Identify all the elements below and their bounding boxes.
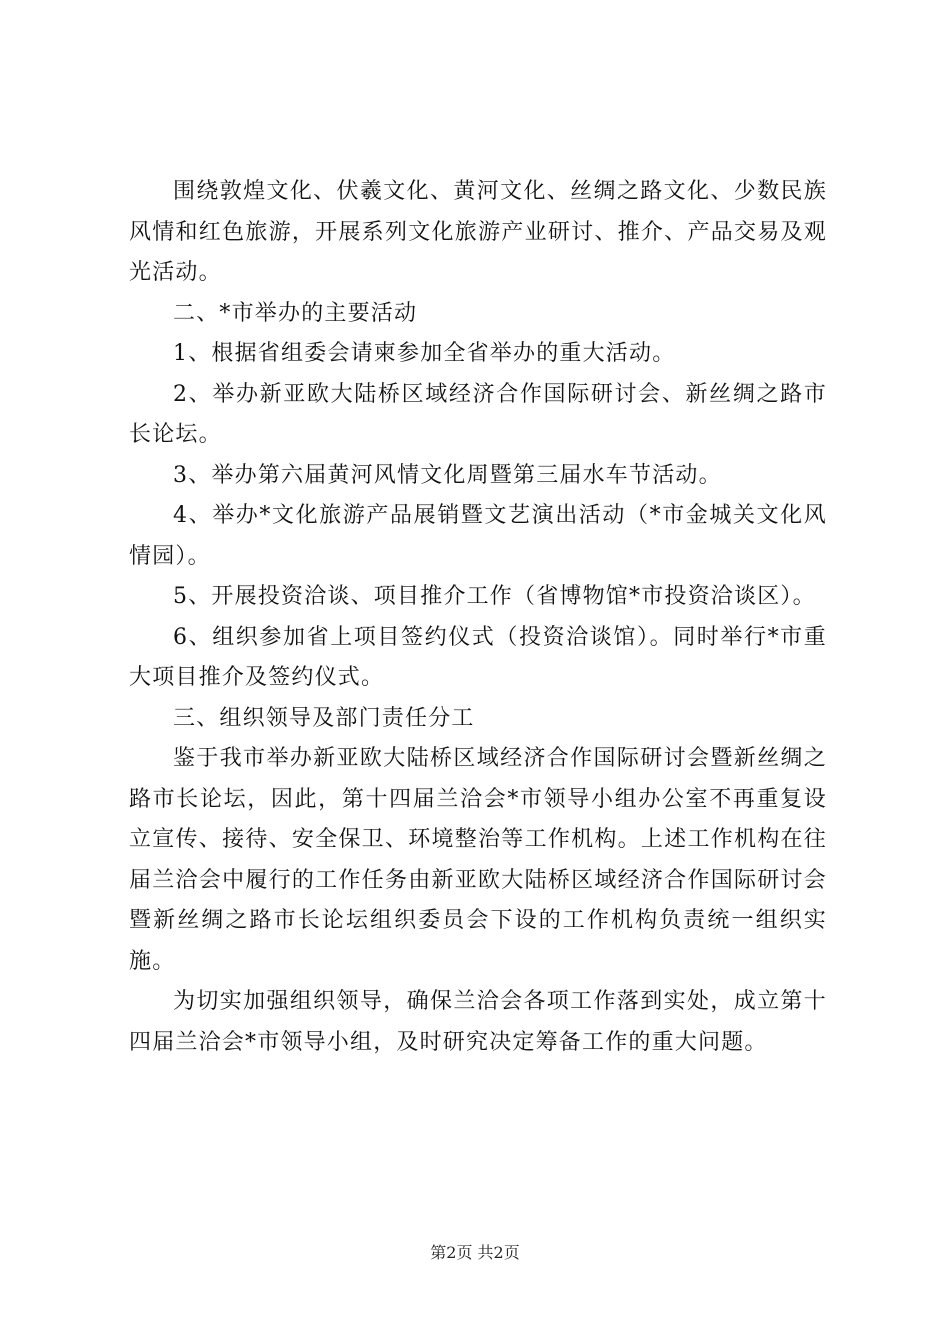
list-item-activity-2: 2、举办新亚欧大陆桥区域经济合作国际研讨会、新丝绸之路市长论坛。 (129, 381, 827, 447)
paragraph-intro: 围绕敦煌文化、伏羲文化、黄河文化、丝绸之路文化、少数民族风情和红色旅游，开展系列文化旅游产业研讨、推介、产品交易及观光活动。 (129, 179, 827, 285)
paragraph-organization: 鉴于我市举办新亚欧大陆桥区域经济合作国际研讨会暨新丝绸之路市长论坛，因此，第十四届兰洽会*市领导小组办公室不再重复设立宣传、接待、安全保卫、环境整治等工作机构。上述工作机构在往届兰洽会中履行的工作任务由新亚欧大陆桥区域经济合作国际研讨会暨新丝绸之路市长论坛组织委员会下设的工作机构负责统一组织实施。 (129, 746, 827, 974)
document-body (129, 172, 827, 1063)
page-number-footer: 第2页 共2页 (430, 1243, 520, 1262)
list-item-activity-4: 4、举办*文化旅游产品展销暨文艺演出活动（*市金城关文化风情园）。 (129, 503, 827, 569)
list-item-activity-5: 5、开展投资洽谈、项目推介工作（省博物馆*市投资洽谈区）。 (173, 584, 816, 609)
paragraph-leadership-group: 为切实加强组织领导，确保兰洽会各项工作落到实处，成立第十四届兰洽会*市领导小组，及时研究决定筹备工作的重大问题。 (129, 989, 827, 1055)
list-item-activity-6: 6、组织参加省上项目签约仪式（投资洽谈馆）。同时举行*市重大项目推介及签约仪式。 (129, 624, 827, 690)
list-item-activity-3: 3、举办第六届黄河风情文化周暨第三届水车节活动。 (173, 462, 722, 488)
section-heading-organization: 三、组织领导及部门责任分工 (173, 705, 475, 731)
section-heading-main-activities: 二、*市举办的主要活动 (173, 300, 418, 326)
list-item-activity-1: 1、根据省组委会请柬参加全省举办的重大活动。 (173, 341, 676, 366)
